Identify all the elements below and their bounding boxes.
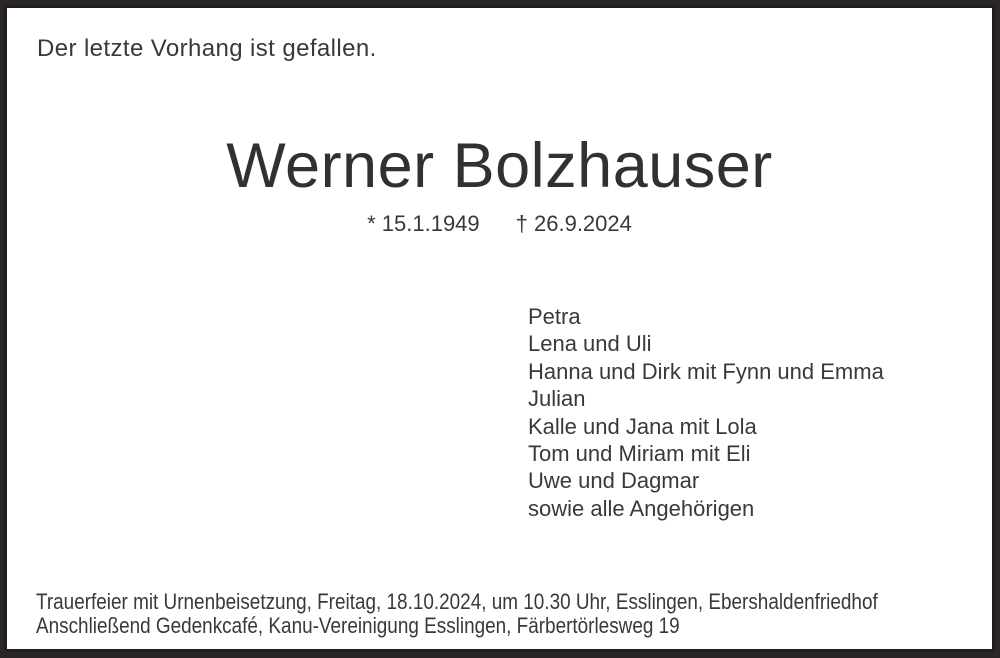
mourner-line: Tom und Miriam mit Eli (528, 441, 751, 467)
birth-date: * 15.1.1949 (367, 211, 480, 236)
life-dates (7, 211, 992, 237)
funeral-info-line1: Trauerfeier mit Urnenbeisetzung, Freitag, 18.10.2024, um 10.30 Uhr, Esslingen, Ebershaldenfriedhof (36, 589, 878, 614)
funeral-info-line2: Anschließend Gedenkcafé, Kanu-Vereinigung Esslingen, Färbertörlesweg 19 (36, 612, 680, 638)
mourner-line: Kalle und Jana mit Lola (528, 413, 757, 439)
mourner-line: sowie alle Angehörigen (528, 495, 755, 521)
mourners-list (528, 303, 884, 522)
death-date: † 26.9.2024 (515, 211, 632, 236)
mourner-line: Lena und Uli (528, 331, 652, 357)
obituary-card (4, 5, 995, 652)
mourner-line: Uwe und Dagmar (528, 468, 700, 494)
mourner-line: Petra (528, 304, 581, 329)
funeral-info (36, 590, 1000, 637)
opening-line: Der letzte Vorhang ist gefallen. (37, 35, 377, 62)
mourner-line: Julian (528, 386, 586, 412)
mourner-line: Hanna und Dirk mit Fynn und Emma (528, 358, 884, 384)
deceased-name: Werner Bolzhauser (226, 131, 773, 201)
